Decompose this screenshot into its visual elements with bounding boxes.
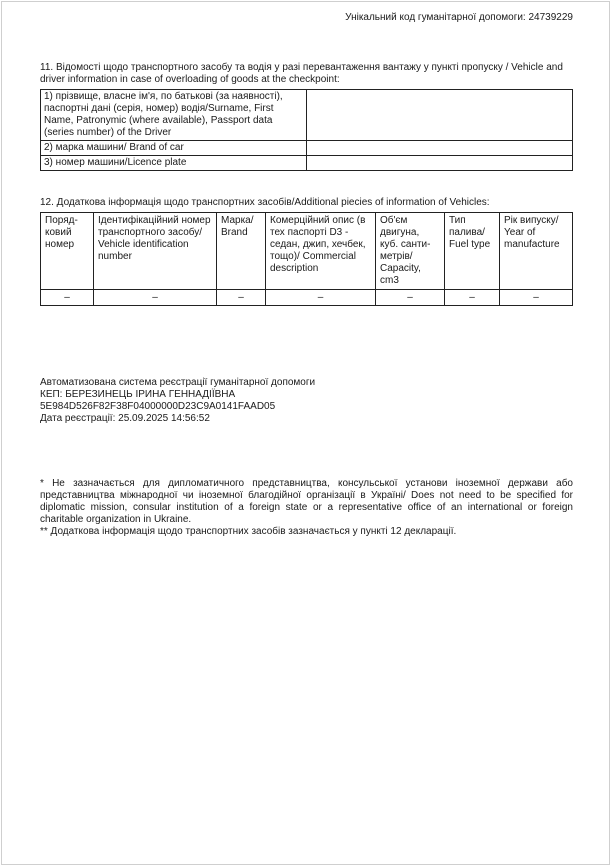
unique-code-label: Унікальний код гуманітарної допомоги: bbox=[345, 12, 526, 23]
col-header-brand: Марка/ Brand bbox=[217, 213, 266, 290]
driver-data-value bbox=[307, 90, 573, 141]
car-brand-value bbox=[307, 141, 573, 156]
registration-date: Дата реєстрації: 25.09.2025 14:56:52 bbox=[40, 413, 210, 424]
registration-system: Автоматизована система реєстрації гуманітарної допомоги bbox=[40, 377, 316, 388]
cell-capacity: – bbox=[376, 290, 445, 306]
table-header-row bbox=[41, 213, 573, 290]
cell-year: – bbox=[500, 290, 573, 306]
licence-plate-label: 3) номер машини/Licence plate bbox=[41, 156, 307, 171]
registration-block bbox=[40, 377, 315, 425]
table-row bbox=[41, 156, 573, 171]
section-11-heading: 11. Відомості щодо транспортного засобу та водія у разі перевантаження вантажу у пункті пропуску / Vehicle and driver information in case of overloading of goods at the checkpoint: bbox=[40, 62, 563, 85]
col-header-fuel-type: Тип палива/ Fuel type bbox=[445, 213, 500, 290]
cell-brand: – bbox=[217, 290, 266, 306]
registration-signature: КЕП: БЕРЕЗИНЕЦЬ ІРИНА ГЕННАДІЇВНА bbox=[40, 389, 236, 400]
footnote-1: * Не зазначається для дипломатичного представництва, консульської установи іноземної держави або представництва міжнародної чи іноземної благодійної організації в Україні/ Does not need to be specified for diplomatic mission, consular institution of a foreign state or a representative office of an international or foreign charitable organization in Ukraine. bbox=[40, 478, 573, 525]
footnote-2: ** Додаткова інформація щодо транспортних засобів зазначається у пункті 12 декларації. bbox=[40, 526, 457, 537]
col-header-number: Поряд-ковий номер bbox=[41, 213, 94, 290]
unique-code bbox=[345, 12, 573, 24]
cell-commercial-description: – bbox=[266, 290, 376, 306]
section-12 bbox=[40, 197, 573, 306]
table-row bbox=[41, 141, 573, 156]
driver-data-label: 1) прізвище, власне ім'я, по батькові (за наявності), паспортні дані (серія, номер) водія/Surname, First Name, Patronymic (where available), Passport data (series number) of the Driver bbox=[41, 90, 307, 141]
unique-code-value: 24739229 bbox=[528, 12, 573, 23]
car-brand-label: 2) марка машини/ Brand of car bbox=[41, 141, 307, 156]
section-11 bbox=[40, 62, 573, 171]
col-header-vin: Ідентифікаційний номер транспортного засобу/ Vehicle identification number bbox=[94, 213, 217, 290]
cell-fuel-type: – bbox=[445, 290, 500, 306]
col-header-year: Рік випуску/ Year of manufacture bbox=[500, 213, 573, 290]
section-12-heading: 12. Додаткова інформація щодо транспортних засобів/Additional piecies of information of Vehicles: bbox=[40, 197, 490, 208]
vehicle-driver-table bbox=[40, 89, 573, 171]
vehicles-table bbox=[40, 212, 573, 306]
table-row bbox=[41, 290, 573, 306]
licence-plate-value bbox=[307, 156, 573, 171]
cell-vin: – bbox=[94, 290, 217, 306]
col-header-capacity: Об'єм двигуна, куб. санти-метрів/ Capacity, cm3 bbox=[376, 213, 445, 290]
footnotes bbox=[40, 478, 573, 538]
cell-number: – bbox=[41, 290, 94, 306]
table-row bbox=[41, 90, 573, 141]
registration-hash: 5E984D526F82F38F04000000D23C9A0141FAAD05 bbox=[40, 401, 276, 412]
col-header-commercial-description: Комерційний опис (в тех паспорті D3 - седан, джип, хечбек, тощо)/ Commercial description bbox=[266, 213, 376, 290]
